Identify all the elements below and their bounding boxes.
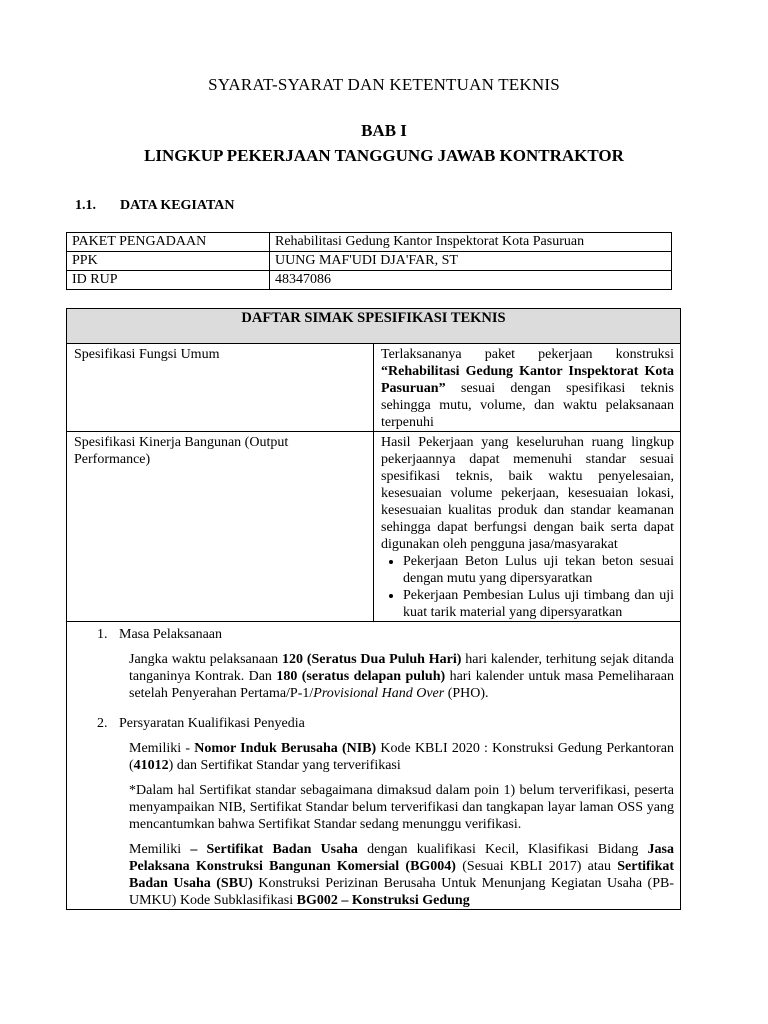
chapter-title: LINGKUP PEKERJAAN TANGGUNG JAWAB KONTRAKTOR	[144, 146, 624, 165]
item-number: 2.	[97, 716, 108, 731]
text-span: ) dan Sertifikat Standar yang terverifikasi	[168, 758, 401, 773]
table-row	[67, 432, 681, 622]
table-cell-value: Rehabilitasi Gedung Kantor Inspektorat Kota Pasuruan	[270, 233, 672, 252]
table-row	[67, 622, 681, 910]
text-span: Kode KBLI 2020 : Konstruksi Gedung Perkantoran (	[129, 741, 674, 773]
table-row	[67, 271, 672, 290]
chapter-number: BAB I	[361, 121, 407, 140]
spacer	[77, 702, 674, 715]
text-span: dengan kualifikasi Kecil, Klasifikasi Bidang	[357, 842, 648, 857]
note-paragraph: *Dalam hal Sertifikat standar sebagaimana dimaksud dalam poin 1) belum terverifikasi, peserta menyampaikan NIB, Sertifikat Standar belum terverifikasi dan tangkapan layar laman OSS yang mencantumkan bahwa Sertifikat Standar sedang menunggu verifikasi.	[129, 783, 674, 832]
table-cell-value: 48347086	[270, 271, 672, 290]
table-cell-label: PAKET PENGADAAN	[67, 233, 270, 252]
masa-pelaksanaan-paragraph	[129, 651, 674, 702]
package-name: “Rehabilitasi Gedung Kantor Inspektorat Kota Pasuruan”	[381, 364, 674, 396]
data-kegiatan-table	[66, 232, 672, 290]
section-title: DATA KEGIATAN	[120, 198, 235, 213]
text-span: hari kalender untuk masa Pemeliharaan setelah Penyerahan Pertama/P-1/	[129, 669, 674, 701]
requirements-cell	[67, 622, 681, 910]
bold-term: Jasa Pelaksana Konstruksi Bangunan Komersial (BG004)	[129, 842, 674, 874]
spec-checklist-table	[66, 308, 681, 910]
bold-term: BG002 – Konstruksi Gedung	[296, 893, 470, 908]
text-span: (PHO).	[444, 686, 489, 701]
bold-term: Sertifikat Badan Usaha (SBU)	[129, 859, 675, 891]
spec-label-fungsi-umum: Spesifikasi Fungsi Umum	[67, 344, 374, 432]
italic-term: Provisional Hand Over	[313, 686, 445, 701]
document-title: SYARAT-SYARAT DAN KETENTUAN TEKNIS	[208, 75, 560, 94]
table-row	[67, 233, 672, 252]
nib-paragraph	[129, 740, 674, 774]
text-span: Jangka waktu pelaksanaan	[129, 652, 282, 667]
bold-term: Nomor Induk Berusaha (NIB)	[194, 741, 377, 756]
item-title: Persyaratan Kualifikasi Penyedia	[119, 716, 305, 731]
spec-value-kinerja	[374, 432, 681, 622]
text-span: sesuai dengan spesifikasi teknis sehingga mutu, volume, dan waktu pelaksanaan terpenuhi	[381, 381, 675, 430]
spec-label-kinerja: Spesifikasi Kinerja Bangunan (Output Performance)	[67, 432, 374, 622]
table-row	[67, 344, 681, 432]
item-title: Masa Pelaksanaan	[119, 627, 223, 642]
maintenance-value: 180 (seratus delapan puluh)	[276, 669, 446, 684]
spec-table-header: DAFTAR SIMAK SPESIFIKASI TEKNIS	[67, 309, 681, 344]
text-span: (Sesuai KBLI 2017) atau	[455, 859, 618, 874]
text-span: Konstruksi Perizinan Berusaha Untuk Menunjang Kegiatan Usaha (PB-UMKU) Kode Subklasifikasi	[129, 876, 674, 908]
bullet-list	[381, 553, 674, 621]
table-row	[67, 252, 672, 271]
table-cell-label: PPK	[67, 252, 270, 271]
spec-value-fungsi-umum	[374, 344, 681, 432]
sbu-paragraph	[129, 841, 674, 909]
list-item-heading	[77, 626, 674, 643]
section-number: 1.1.	[75, 198, 96, 213]
item-number: 1.	[97, 627, 108, 642]
duration-value: 120 (Seratus Dua Puluh Hari)	[282, 652, 462, 667]
kinerja-paragraph: Hasil Pekerjaan yang keseluruhan ruang lingkup pekerjaannya dapat memenuhi standar sesuai spesifikasi teknis, baik waktu penyelesaian, kesesuaian volume pekerjaan, kesesuaian lokasi, kesesuaian kualitas produk dan standar keamanan sehingga dapat berfungsi dengan baik serta dapat digunakan oleh pengguna jasa/masyarakat	[381, 435, 674, 552]
list-item: • Pekerjaan Beton Lulus uji tekan beton sesuai dengan mutu yang dipersyaratkan	[403, 553, 674, 587]
table-cell-value: UUNG MAF'UDI DJA'FAR, ST	[270, 252, 672, 271]
list-item: • Pekerjaan Pembesian Lulus uji timbang dan uji kuat tarik material yang dipersyaratkan	[403, 587, 674, 621]
table-header-row	[67, 309, 681, 344]
text-span: Memiliki	[129, 842, 191, 857]
text-span: hari kalender, terhitung sejak ditanda tanganinya Kontrak. Dan	[129, 652, 675, 684]
text-span: Terlaksananya paket pekerjaan konstruksi	[381, 347, 674, 362]
bold-term: – Sertifikat Badan Usaha	[190, 842, 358, 857]
text-span: Memiliki -	[129, 741, 195, 756]
table-cell-label: ID RUP	[67, 271, 270, 290]
section-heading	[75, 198, 234, 214]
list-item-heading	[77, 715, 674, 732]
kbli-code: 41012	[133, 758, 169, 773]
